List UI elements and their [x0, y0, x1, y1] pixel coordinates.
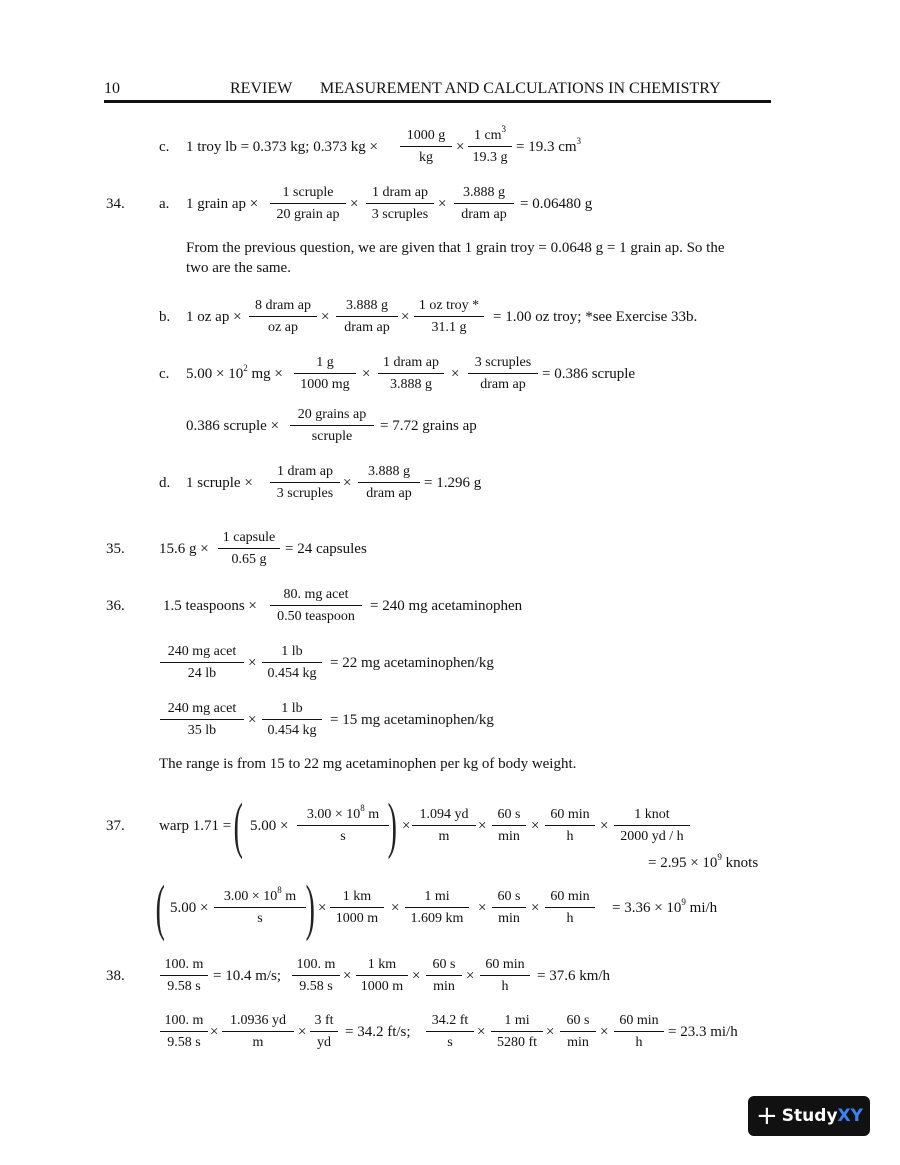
q34c-label: c.: [159, 366, 170, 382]
q34d-result: = 1.296 g: [424, 475, 482, 491]
studyxy-logo-badge[interactable]: [748, 1096, 870, 1136]
q34b-fraction-2: 3.888 g dram ap: [336, 297, 398, 336]
brand-name-main: Study: [781, 1106, 838, 1126]
q37-inner-fraction: $\frac{3.00 \times 10^8 m}{s}$: [297, 806, 389, 845]
q37-number: 37.: [106, 818, 125, 834]
q35-number: 35.: [106, 541, 125, 557]
header-section: REVIEW: [230, 80, 293, 97]
q38-number: 38.: [106, 968, 125, 984]
q38-row2-fraction-4: $\frac{34.2 ft}{s}$: [426, 1012, 474, 1051]
q33c-result: = 19.3 $cm^3$: [516, 136, 582, 155]
page-number: 10: [104, 80, 120, 97]
q34b-lead: 1 oz ap ×: [186, 309, 242, 325]
q35-result: = 24 capsules: [285, 541, 367, 557]
q34a-result: = 0.06480 g: [520, 196, 593, 212]
q37-row2-fraction-3: 60 s min: [492, 888, 526, 927]
q36-result: = 240 mg acetaminophen: [370, 598, 523, 614]
q34d-fraction-1: 1 dram ap 3 scruples: [270, 463, 340, 502]
q36-row3-fraction-2: $\frac{1 lb}{0.454 kg}$: [262, 700, 322, 739]
q37-row2-inner-fraction: $\frac{3.00 \times 10^8 m}{s}$: [214, 888, 306, 927]
q38-fraction-4: 60 s min: [426, 956, 462, 995]
q36-row3-fraction-1: 240 mg acet 35 lb: [160, 700, 244, 739]
q34c-fraction-1: $\frac{1 g}{1000 mg}$: [294, 354, 356, 393]
plus-icon: +: [756, 1101, 778, 1131]
q38-result-1: = 37.6 km/h: [537, 968, 611, 984]
q34a-fraction-1: 1 scruple 20 grain ap: [270, 184, 346, 223]
q37-result: = $2.95 \times 10^9$ knots: [648, 852, 759, 871]
q37-row2-fraction-2: $\frac{1 mi}{1.609 km}$: [405, 888, 469, 927]
q37-fraction-2: 60 s min: [492, 806, 526, 845]
q33c-lead: 1 troy lb = 0.373 kg; 0.373 kg ×: [186, 139, 378, 155]
q33c-label: c.: [159, 139, 170, 155]
q38-result-2: = 23.3 mi/h: [668, 1024, 738, 1040]
header-rule: [104, 100, 771, 103]
q37-fraction-4: 1 knot 2000 yd / h: [614, 806, 690, 845]
q36-fraction-1: 80. mg acet 0.50 teaspoon: [270, 586, 362, 625]
q36-row3-result: = 15 mg acetaminophen/kg: [330, 712, 494, 728]
q37-row2-right-paren: ): [305, 874, 315, 942]
q36-row2-fraction-2: $\frac{1 lb}{0.454 kg}$: [262, 643, 322, 682]
q34b-fraction-3: 1 oz troy * 31.1 g: [414, 297, 484, 336]
q34a-note-line-1: From the previous question, we are given that 1 grain troy = 0.0648 g = 1 grain ap. So the: [186, 240, 725, 256]
q37-row2-left-paren: (: [155, 874, 165, 942]
q38-row2-fraction-7: 60 min h: [614, 1012, 664, 1051]
q38-row2-fraction-5: $\frac{1 mi}{5280 ft}$: [491, 1012, 543, 1051]
q38-fraction-2: $\frac{100. m}{9.58 s}$: [292, 956, 340, 995]
q37-left-paren: (: [233, 792, 243, 860]
q34d-fraction-2: 3.888 g dram ap: [358, 463, 420, 502]
q34c-result-2: = 7.72 grains ap: [380, 418, 477, 434]
q34c-result: = 0.386 scruple: [542, 366, 636, 382]
q36-row2-result: = 22 mg acetaminophen/kg: [330, 655, 494, 671]
q38-mid-2: = 34.2 ft/s;: [345, 1024, 411, 1040]
q36-lead: 1.5 teaspoons ×: [163, 598, 257, 614]
q34b-fraction-1: 8 dram ap oz ap: [249, 297, 317, 336]
q34b-label: b.: [159, 309, 171, 325]
header-title: MEASUREMENT AND CALCULATIONS IN CHEMISTRY: [320, 80, 721, 97]
q37-inner-lead: 5.00 ×: [250, 818, 289, 834]
q35-lead: 15.6 g ×: [159, 541, 209, 557]
q38-row2-fraction-2: $\frac{1.0936 yd}{m}$: [222, 1012, 294, 1051]
q34c-fraction-3: 3 scruples dram ap: [468, 354, 538, 393]
q37-row2-fraction-4: 60 min h: [545, 888, 595, 927]
q38-fraction-3: $\frac{1 km}{1000 m}$: [356, 956, 408, 995]
q34c-lead-2: 0.386 scruple ×: [186, 418, 280, 434]
q38-row2-fraction-3: $\frac{3 ft}{yd}$: [310, 1012, 338, 1051]
brand-name-accent: XY: [837, 1106, 863, 1126]
q38-row2-fraction-1: $\frac{100. m}{9.58 s}$: [160, 1012, 208, 1051]
q34d-lead: 1 scruple ×: [186, 475, 253, 491]
q37-row2-result: = $3.36 \times 10^9$ mi/h: [612, 897, 718, 916]
q34a-label: a.: [159, 196, 170, 212]
q34c-lead: $5.00 \times 10^2$ mg ×: [186, 363, 283, 382]
q37-right-paren: ): [387, 792, 397, 860]
q34a-fraction-2: 1 dram ap 3 scruples: [366, 184, 434, 223]
q37-fraction-1: $\frac{1.094 yd}{m}$: [412, 806, 476, 845]
q35-fraction-1: 1 capsule 0.65 g: [218, 529, 280, 568]
q34c-fraction-4: 20 grains ap scruple: [290, 406, 374, 445]
q34c-fraction-2: 1 dram ap 3.888 g: [378, 354, 444, 393]
q36-number: 36.: [106, 598, 125, 614]
q36-row2-fraction-1: 240 mg acet 24 lb: [160, 643, 244, 682]
q33c-fraction-2: $\frac{1 cm^3}{19.3 g}$: [468, 127, 512, 166]
q37-row2-inner-lead: 5.00 ×: [170, 900, 209, 916]
q33c-fraction-1: $\frac{1000 g}{kg}$: [400, 127, 452, 166]
q34a-fraction-3: 3.888 g dram ap: [454, 184, 514, 223]
q34a-lead: 1 grain ap ×: [186, 196, 259, 212]
q34d-label: d.: [159, 475, 171, 491]
q37-lead: warp 1.71 =: [159, 818, 232, 834]
q34-number: 34.: [106, 196, 125, 212]
q37-row2-fraction-1: $\frac{1 km}{1000 m}$: [330, 888, 384, 927]
q34a-note-line-2: two are the same.: [186, 260, 291, 276]
q34b-result: = 1.00 oz troy; *see Exercise 33b.: [493, 309, 698, 325]
q38-row2-fraction-6: 60 s min: [560, 1012, 596, 1051]
q38-fraction-1: $\frac{100. m}{9.58 s}$: [160, 956, 208, 995]
q36-conclusion: The range is from 15 to 22 mg acetaminophen per kg of body weight.: [159, 756, 577, 772]
q38-mid-1: = 10.4 m/s;: [213, 968, 282, 984]
q37-fraction-3: 60 min h: [545, 806, 595, 845]
q38-fraction-5: 60 min h: [480, 956, 530, 995]
